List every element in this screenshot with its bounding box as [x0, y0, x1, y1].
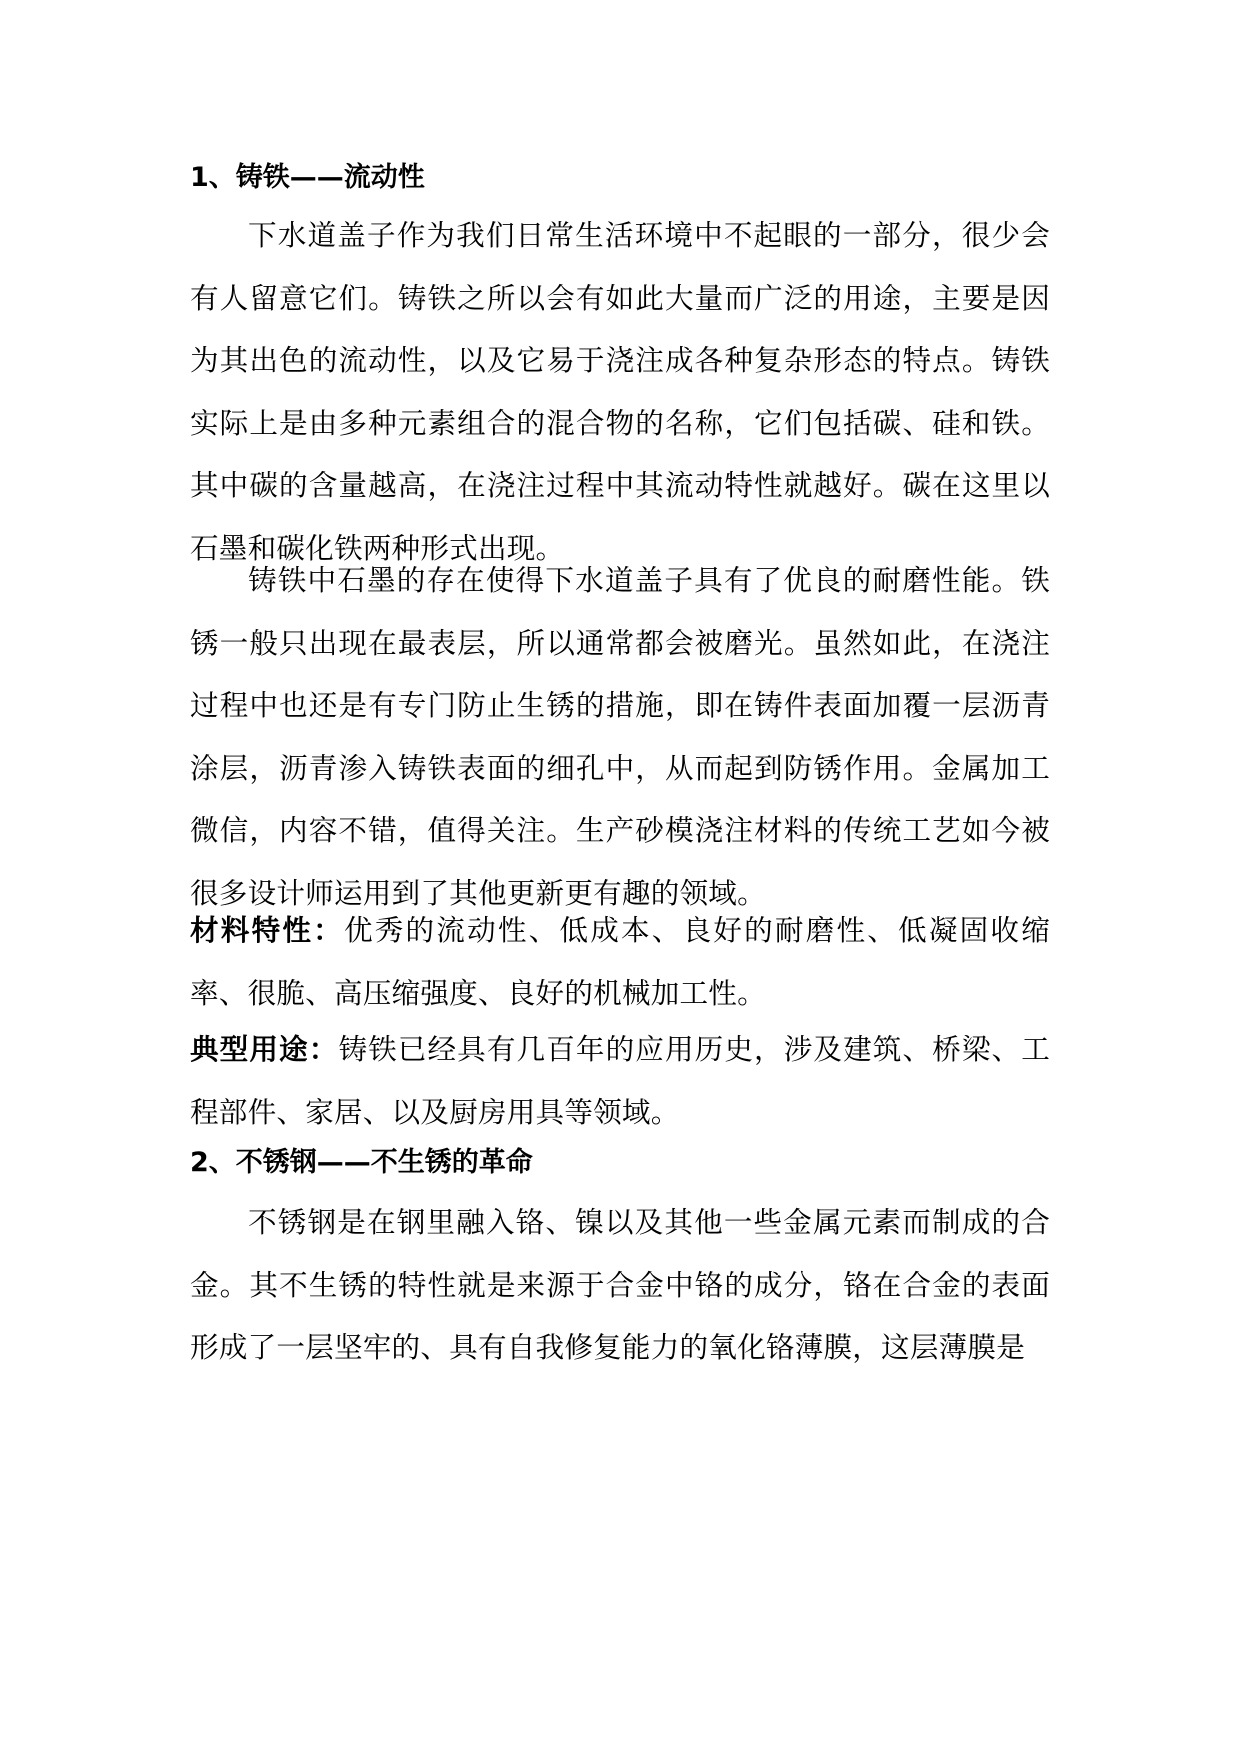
typical-uses-label: 典型用途：	[190, 1032, 339, 1066]
section-1-paragraph-1: 下水道盖子作为我们日常生活环境中不起眼的一部分，很少会有人留意它们。铸铁之所以会有如此大量而广泛的用途，主要是因为其出色的流动性，以及它易于浇注成各种复杂形态的特点。铸铁实际上是由多种元素组合的混合物的名称，它们包括碳、硅和铁。其中碳的含量越高，在浇注过程中其流动特性就越好。碳在这里以石墨和碳化铁两种形式出现。	[190, 218, 1050, 565]
section-2-paragraph-1: 不锈钢是在钢里融入铬、镍以及其他一些金属元素而制成的合金。其不生锈的特性就是来源于合金中铬的成分，铬在合金的表面形成了一层坚牢的、具有自我修复能力的氧化铬薄膜，这层薄膜是	[190, 1205, 1050, 1365]
material-properties-text: 优秀的流动性、低成本、良好的耐磨性、低凝固收缩率、很脆、高压缩强度、良好的机械加工性。	[190, 913, 1050, 1010]
section-1-paragraph-2: 铸铁中石墨的存在使得下水道盖子具有了优良的耐磨性能。铁锈一般只出现在最表层，所以通常都会被磨光。虽然如此，在浇注过程中也还是有专门防止生锈的措施，即在铸件表面加覆一层沥青涂层，沥青渗入铸铁表面的细孔中，从而起到防锈作用。金属加工微信，内容不错，值得关注。生产砂模浇注材料的传统工艺如今被很多设计师运用到了其他更新更有趣的领域。	[190, 563, 1050, 910]
section-2-heading: 2、不锈钢——不生锈的革命	[190, 1147, 533, 1178]
section-1-material-properties	[190, 899, 1050, 1024]
material-properties-label: 材料特性：	[190, 913, 344, 947]
section-1-typical-uses	[190, 1018, 1050, 1143]
section-1-heading: 1、铸铁——流动性	[190, 162, 425, 193]
typical-uses-text: 铸铁已经具有几百年的应用历史，涉及建筑、桥梁、工程部件、家居、以及厨房用具等领域。	[190, 1032, 1050, 1129]
